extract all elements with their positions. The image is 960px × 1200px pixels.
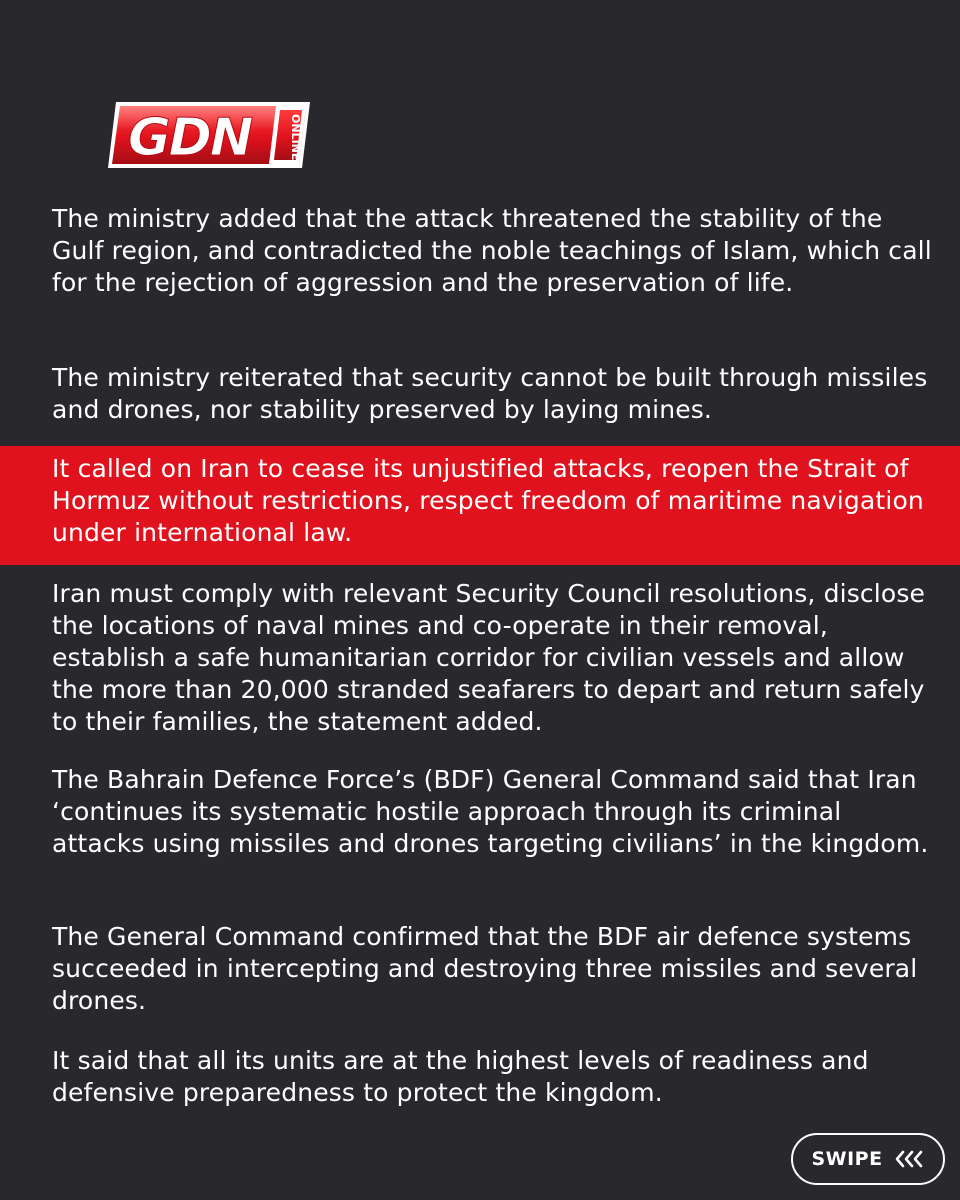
article-paragraph: Iran must comply with relevant Security Council resolutions, disclose the locations of naval mines and co-operate in their removal, establish a safe humanitarian corridor for civilian vessels and allow the more than 20,000 stranded seafarers to depart and return safely to their families, the statement added. [52,579,926,736]
gdn-online-logo [106,100,312,170]
svg-text:GDN: GDN [128,108,252,168]
swipe-button[interactable] [791,1133,945,1185]
svg-text:ONLINE: ONLINE [289,114,302,161]
article-paragraph: The ministry reiterated that security cannot be built through missiles and drones, nor stability preserved by laying mines. [52,363,928,424]
article-paragraph: The General Command confirmed that the BDF air defence systems succeeded in intercepting and destroying three missiles and several drones. [52,922,918,1015]
article-paragraph: The Bahrain Defence Force’s (BDF) General Command said that Iran ‘continues its systematic hostile approach through its criminal attacks using missiles and drones targeting civilians’ in the kingdom. [52,765,929,858]
article-paragraph: It said that all its units are at the highest levels of readiness and defensive preparedness to protect the kingdom. [52,1046,869,1107]
highlighted-paragraph: It called on Iran to cease its unjustified attacks, reopen the Strait of Hormuz without restrictions, respect freedom of maritime navigation under international law. [52,454,924,547]
article-paragraph: The ministry added that the attack threatened the stability of the Gulf region, and contradicted the noble teachings of Islam, which call for the rejection of aggression and the preservation of life. [52,204,932,297]
swipe-label: SWIPE [811,1148,883,1170]
triple-chevron-left-icon [895,1150,925,1168]
